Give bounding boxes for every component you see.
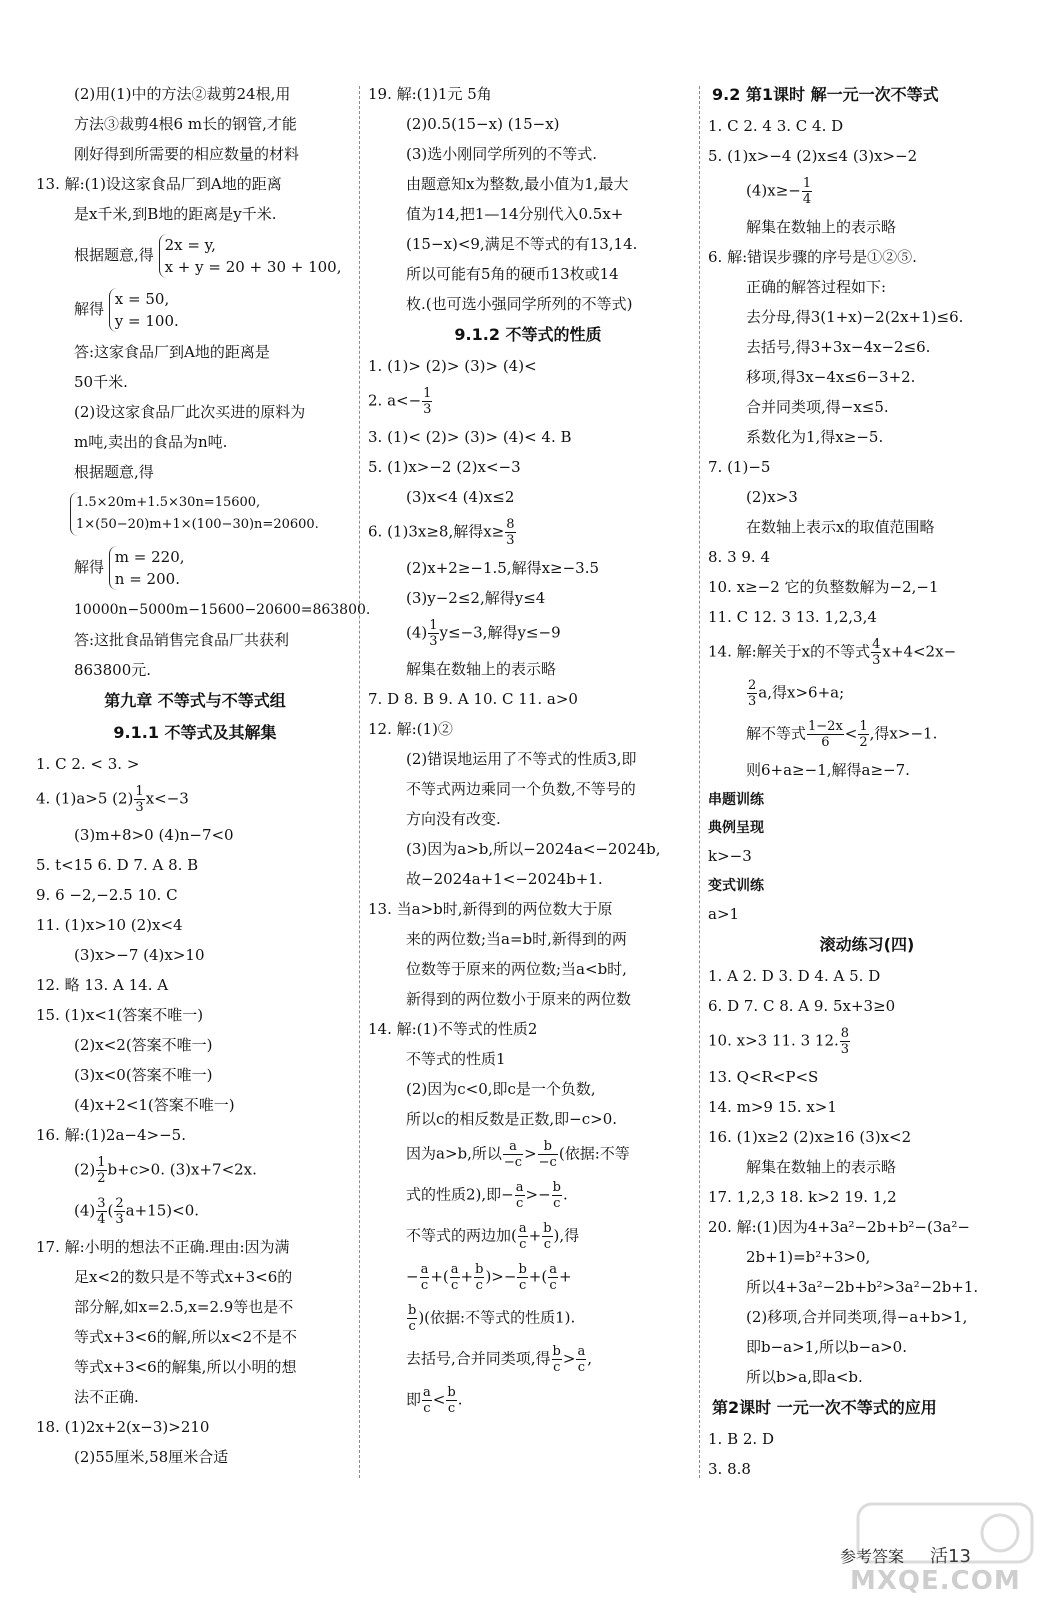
column-divider-2 — [699, 86, 700, 1478]
text-line: 式的性质2),即− $\frac{a}{c}$ >− $\frac{b}{c}$ . — [406, 1180, 568, 1211]
fraction: $\frac{4}{3}$ — [872, 637, 881, 668]
answer-line: 10. x>3 11. 3 12. $\frac{8}{3}$ — [708, 1026, 850, 1057]
fraction: $\frac{b}{c}$ — [552, 1180, 561, 1211]
answer-line: (2)x<2(答案不唯一) — [74, 1036, 213, 1054]
fraction: $\frac{8}{3}$ — [506, 517, 515, 548]
answer-line: 10. x≥−2 它的负整数解为−2,−1 — [708, 578, 939, 596]
text-line: (2)因为c<0,即c是一个负数, — [406, 1080, 596, 1098]
text-line: 即b−a>1,所以b−a>0. — [746, 1338, 907, 1356]
text-line: m吨,卖出的食品为n吨. — [74, 433, 228, 451]
answer-line: 16. 解:(1)2a−4>−5. — [36, 1126, 186, 1144]
text-line: 解集在数轴上的表示略 — [406, 660, 557, 678]
answer-line: 1. B 2. D — [708, 1430, 774, 1448]
answer-line: 11. C 12. 3 13. 1,2,3,4 — [708, 608, 877, 626]
text-line: (3)选小刚同学所列的不等式. — [406, 145, 598, 163]
subheading: 典例呈现 — [708, 820, 764, 836]
system-brace: m = 220, n = 200. — [109, 546, 185, 590]
fraction: $\frac{1-2x}{6}$ — [808, 719, 843, 750]
answer-line: 18. (1)2x+2(x−3)>210 — [36, 1418, 210, 1436]
answer-line: 14. 解:(1)不等式的性质2 — [368, 1020, 538, 1038]
text-line: 足x<2的数只是不等式x+3<6的 — [74, 1268, 293, 1286]
equation-system: 根据题意,得 2x = y, x + y = 20 + 30 + 100, — [74, 236, 342, 276]
text-line: 方向没有改变. — [406, 810, 501, 828]
text-line: 系数化为1,得x≥−5. — [746, 428, 884, 446]
answer-line: k>−3 — [708, 847, 752, 865]
text-line: 解不等式 $\frac{1-2x}{6}$ < $\frac{1}{2}$ ,得x>−1. — [746, 719, 938, 750]
text-line: 由题意知x为整数,最小值为1,最大 — [406, 175, 629, 193]
fraction: $\frac{3}{4}$ — [97, 1196, 106, 1227]
fraction: $\frac{b}{c}$ — [552, 1344, 561, 1375]
system-brace: 2x = y, x + y = 20 + 30 + 100, — [159, 234, 342, 278]
fraction: $\frac{2}{3}$ — [115, 1196, 124, 1227]
fraction: $\frac{b}{c}$ — [543, 1221, 552, 1252]
answer-line: (2)x+2≥−1.5,解得x≥−3.5 — [406, 559, 600, 577]
section-heading: 滚动练习(四) — [819, 935, 915, 954]
text-line: 答:这批食品销售完食品厂共获利 — [74, 631, 290, 649]
fraction: $\frac{1}{3}$ — [423, 386, 432, 417]
answer-line: (4)x≥− $\frac{1}{4}$ — [746, 176, 812, 207]
page-number: 活13 — [930, 1546, 971, 1567]
text-line: 50千米. — [74, 373, 128, 391]
text-line: 根据题意,得 — [74, 463, 154, 481]
text-line: 刚好得到所需要的相应数量的材料 — [74, 145, 300, 163]
answer-column-1 — [36, 84, 371, 1477]
text-line: 不等式的两边加( $\frac{a}{c}$ + $\frac{b}{c}$ ),得 — [406, 1221, 580, 1252]
text-line: 所以b>a,即a<b. — [746, 1368, 863, 1386]
section-heading: 9.1.1 不等式及其解集 — [113, 723, 277, 742]
answer-line: (2) $\frac{1}{2}$ b+c>0. (3)x+7<2x. — [74, 1155, 257, 1186]
answer-line: 5. (1)x>−4 (2)x≤4 (3)x>−2 — [708, 147, 918, 165]
answer-line: (4)x+2<1(答案不唯一) — [74, 1096, 235, 1114]
answer-line: 7. D 8. B 9. A 10. C 11. a>0 — [368, 690, 578, 708]
text-line: (3)因为a>b,所以−2024a<−2024b, — [406, 840, 661, 858]
text-line: 则6+a≥−1,解得a≥−7. — [746, 761, 910, 779]
text-line: 解集在数轴上的表示略 — [746, 218, 897, 236]
answer-line: (2)55厘米,58厘米合适 — [74, 1448, 229, 1466]
answer-line: 6. (1)3x≥8,解得x≥ $\frac{8}{3}$ — [368, 517, 515, 548]
answer-line: 12. 解:(1)② — [368, 720, 453, 738]
text-line: 枚.(也可选小强同学所列的不等式) — [406, 295, 633, 313]
text-line: (15−x)<9,满足不等式的有13,14. — [406, 235, 638, 253]
text-line: 位数等于原来的两位数;当a<b时, — [406, 960, 627, 978]
text-line: (2)错误地运用了不等式的性质3,即 — [406, 750, 637, 768]
text-line: 所以c的相反数是正数,即−c>0. — [406, 1110, 618, 1128]
text-line: 因为a>b,所以 $\frac{a}{-c}$ > $\frac{b}{-c}$ (依据:不等 — [406, 1139, 630, 1170]
fraction: $\frac{a}{-c}$ — [503, 1139, 523, 1170]
fraction: $\frac{2}{3}$ — [748, 678, 757, 709]
answer-19: 19. 解:(1)1元 5角 — [368, 85, 492, 103]
answer-13: 13. 解:(1)设这家食品厂到A地的距离 — [36, 175, 282, 193]
text-line: 正确的解答过程如下: — [746, 278, 887, 296]
text-line: (2)用(1)中的方法②裁剪24根,用 — [74, 85, 291, 103]
fraction: $\frac{a}{c}$ — [423, 1385, 431, 1416]
text-line: 等式x+3<6的解集,所以小明的想 — [74, 1358, 297, 1376]
text-line: 新得到的两位数小于原来的两位数 — [406, 990, 632, 1008]
answer-line: 7. (1)−5 — [708, 458, 771, 476]
fraction: $\frac{a}{c}$ — [518, 1221, 527, 1252]
text-line: − $\frac{a}{c}$ +( $\frac{a}{c}$ + $\frac{b}{c}$ )>− $\frac{b}{c}$ +( $\frac{a}{c}$ + — [406, 1262, 572, 1293]
answer-line: 5. t<15 6. D 7. A 8. B — [36, 856, 199, 874]
answer-line: 1. A 2. D 3. D 4. A 5. D — [708, 967, 881, 985]
text-line: 等式x+3<6的解,所以x<2不是不 — [74, 1328, 298, 1346]
answer-column-3 — [708, 84, 1026, 1489]
fraction: $\frac{8}{3}$ — [840, 1026, 850, 1057]
text-line: 是x千米,到B地的距离是y千米. — [74, 205, 277, 223]
answer-line: 13. 当a>b时,新得到的两位数大于原 — [368, 900, 613, 918]
answer-line: 6. D 7. C 8. A 9. 5x+3≥0 — [708, 997, 896, 1015]
fraction: $\frac{a}{c}$ — [549, 1262, 557, 1293]
text-line: (2)x>3 — [746, 488, 798, 506]
system-brace: 1.5×20m+1.5×30n=15600, 1×(50−20)m+1×(100−30)n=20600. — [70, 492, 319, 536]
chapter-heading: 第九章 不等式与不等式组 — [104, 691, 286, 710]
fraction: $\frac{b}{c}$ — [408, 1303, 417, 1334]
watermark-url: MXQE.COM — [850, 1566, 1021, 1596]
fraction: $\frac{b}{c}$ — [518, 1262, 527, 1293]
fraction: $\frac{a}{c}$ — [577, 1344, 586, 1375]
footer-label: 参考答案 — [840, 1547, 905, 1566]
text-line: 答:这家食品厂到A地的距离是 — [74, 343, 270, 361]
answer-line: (3)x<0(答案不唯一) — [74, 1066, 213, 1084]
text-line: 10000n−5000m−15600−20600=863800. — [74, 602, 371, 618]
answer-line: 14. m>9 15. x>1 — [708, 1098, 837, 1116]
answer-line: a>1 — [708, 905, 740, 923]
text-line: 863800元. — [74, 661, 152, 679]
text-line: 所以可能有5角的硬币13枚或14 — [406, 265, 619, 283]
text-line: 去括号,得3+3x−4x−2≤6. — [746, 338, 931, 356]
answer-line: 1. (1)> (2)> (3)> (4)< — [368, 357, 537, 375]
text-line: (2)移项,合并同类项,得−a+b>1, — [746, 1308, 968, 1326]
text-line: 不等式的性质1 — [406, 1050, 506, 1068]
answer-line: (3)x<4 (4)x≤2 — [406, 488, 515, 506]
text-line: 法不正确. — [74, 1388, 139, 1406]
fraction: $\frac{1}{3}$ — [429, 618, 438, 649]
fraction: $\frac{b}{c}$ — [475, 1262, 484, 1293]
answer-line: 6. 解:错误步骤的序号是①②⑤. — [708, 248, 917, 266]
fraction: $\frac{a}{c}$ — [515, 1180, 524, 1211]
text-line: $\frac{2}{3}$ a,得x>6+a; — [748, 678, 845, 709]
text-line: $\frac{b}{c}$ )(依据:不等式的性质1). — [408, 1303, 576, 1334]
answer-line: 12. 略 13. A 14. A — [36, 976, 169, 994]
answer-line: 16. (1)x≥2 (2)x≥16 (3)x<2 — [708, 1128, 912, 1146]
answer-line: (4) $\frac{1}{3}$ y≤−3,解得y≤−9 — [406, 618, 561, 649]
answer-line: 14. 解:解关于x的不等式 $\frac{4}{3}$ x+4<2x− — [708, 637, 957, 668]
text-line: 去分母,得3(1+x)−2(2x+1)≤6. — [746, 308, 964, 326]
text-line: 解集在数轴上的表示略 — [746, 1158, 897, 1176]
fraction: $\frac{1}{2}$ — [97, 1155, 106, 1186]
fraction: $\frac{1}{4}$ — [802, 176, 812, 207]
answer-line: 2. a<− $\frac{1}{3}$ — [368, 386, 432, 417]
text-line: 不等式两边乘同一个负数,不等号的 — [406, 780, 636, 798]
fraction: $\frac{1}{2}$ — [859, 719, 868, 750]
fraction: $\frac{b}{-c}$ — [538, 1139, 557, 1170]
text-line: (2)0.5(15−x) (15−x) — [406, 115, 560, 133]
text-line: (2)设这家食品厂此次买进的原料为 — [74, 403, 306, 421]
subheading: 变式训练 — [708, 878, 764, 894]
text-line: 去括号,合并同类项,得 $\frac{b}{c}$ > $\frac{a}{c}$ , — [406, 1344, 592, 1375]
fraction: $\frac{1}{3}$ — [135, 784, 144, 815]
answer-line: 11. (1)x>10 (2)x<4 — [36, 916, 183, 934]
text-line: 部分解,如x=2.5,x=2.9等也是不 — [74, 1298, 294, 1316]
fraction: $\frac{b}{c}$ — [447, 1385, 456, 1416]
text-line: 2b+1)=b²+3>0, — [746, 1248, 871, 1266]
watermark-logo — [850, 1496, 1040, 1596]
answer-line: 8. 3 9. 4 — [708, 548, 771, 566]
answer-line: 20. 解:(1)因为4+3a²−2b+b²−(3a²− — [708, 1218, 970, 1236]
equation-solution: 解得 m = 220, n = 200. — [74, 548, 185, 588]
text-line: 即 $\frac{a}{c}$ < $\frac{b}{c}$ . — [406, 1385, 463, 1416]
answer-line: 17. 1,2,3 18. k>2 19. 1,2 — [708, 1188, 897, 1206]
answer-line: 1. C 2. 4 3. C 4. D — [708, 117, 844, 135]
answer-line: (3)y−2≤2,解得y≤4 — [406, 589, 546, 607]
column-divider-1 — [359, 86, 360, 1478]
section-heading: 9.2 第1课时 解一元一次不等式 — [712, 85, 939, 104]
system-brace: x = 50, y = 100. — [109, 288, 179, 332]
answer-line: 3. 8.8 — [708, 1460, 751, 1478]
equation-system — [36, 492, 354, 536]
text-line: 故−2024a+1<−2024b+1. — [406, 870, 603, 888]
equation-solution: 解得 x = 50, y = 100. — [74, 290, 179, 330]
text-line: 合并同类项,得−x≤5. — [746, 398, 889, 416]
answer-line: 13. Q<R<P<S — [708, 1068, 819, 1086]
answer-line: 3. (1)< (2)> (3)> (4)< 4. B — [368, 428, 572, 446]
answer-line: 15. (1)x<1(答案不唯一) — [36, 1006, 204, 1024]
answer-line: (4) $\frac{3}{4}$ ( $\frac{2}{3}$ a+15)<0. — [74, 1196, 200, 1227]
text-line: 移项,得3x−4x≤6−3+2. — [746, 368, 916, 386]
answer-column-2 — [368, 84, 688, 1426]
answer-line: 5. (1)x>−2 (2)x<−3 — [368, 458, 521, 476]
subheading: 串题训练 — [708, 792, 764, 808]
answer-line: 9. 6 −2,−2.5 10. C — [36, 886, 178, 904]
section-heading: 9.1.2 不等式的性质 — [454, 325, 602, 344]
answer-line: 17. 解:小明的想法不正确.理由:因为满 — [36, 1238, 290, 1256]
text-line: 方法③裁剪4根6 m长的钢管,才能 — [74, 115, 297, 133]
answer-line: (3)m+8>0 (4)n−7<0 — [74, 826, 234, 844]
fraction: $\frac{a}{c}$ — [420, 1262, 429, 1293]
watermark-glyph-icon — [850, 1496, 1040, 1566]
text-line: 值为14,把1—14分别代入0.5x+ — [406, 205, 624, 223]
text-line: 所以4+3a²−2b+b²>3a²−2b+1. — [746, 1278, 979, 1296]
fraction: $\frac{a}{c}$ — [450, 1262, 459, 1293]
answer-line: (3)x>−7 (4)x>10 — [74, 946, 205, 964]
section-heading: 第2课时 一元一次不等式的应用 — [712, 1398, 937, 1417]
answer-line: 1. C 2. < 3. > — [36, 755, 140, 773]
text-line: 在数轴上表示x的取值范围略 — [746, 518, 935, 536]
text-line: 来的两位数;当a=b时,新得到的两 — [406, 930, 627, 948]
answer-line: 4. (1)a>5 (2) $\frac{1}{3}$ x<−3 — [36, 784, 189, 815]
